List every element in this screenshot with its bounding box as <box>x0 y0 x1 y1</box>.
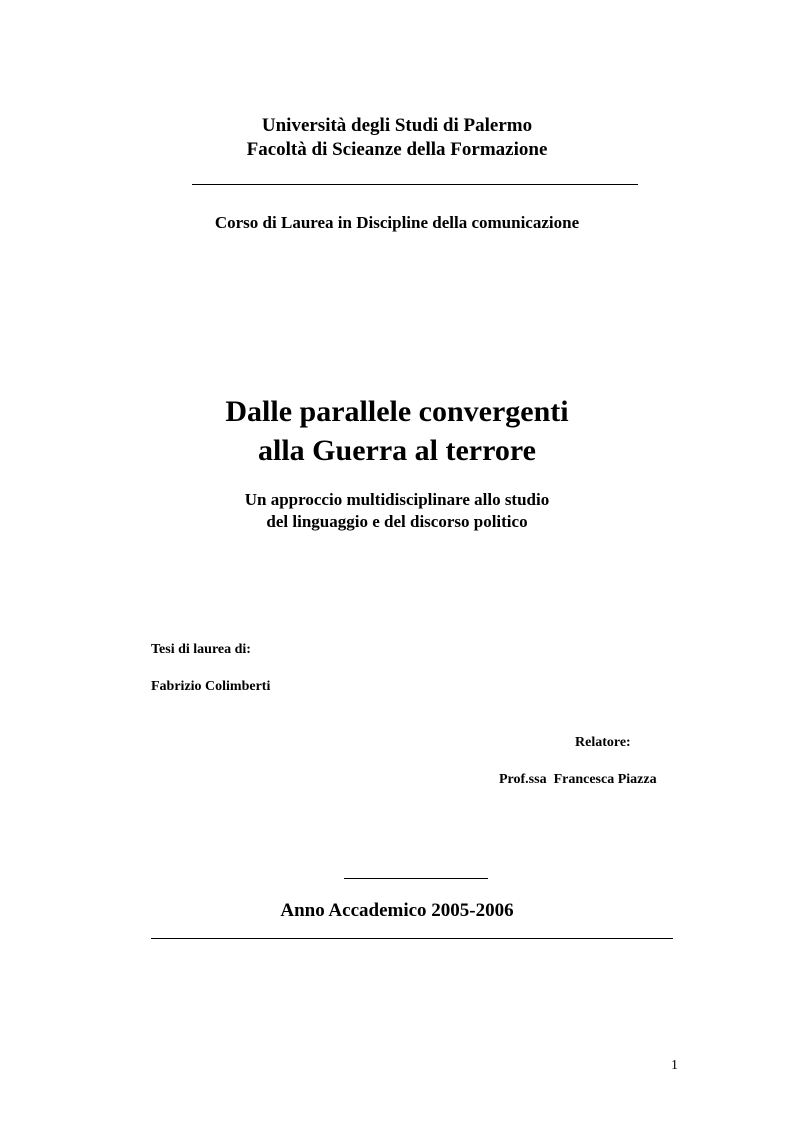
short-divider <box>344 878 488 879</box>
author-name: Fabrizio Colimberti <box>151 679 271 694</box>
advisor-name: Prof.ssa Francesca Piazza <box>499 772 657 787</box>
academic-year: Anno Accademico 2005-2006 <box>280 900 514 921</box>
university-name: Università degli Studi di Palermo <box>261 115 533 136</box>
thesis-subtitle-line-2: del linguaggio e del discorso politico <box>266 512 528 531</box>
thesis-title-line-2: alla Guerra al terrore <box>258 434 536 467</box>
top-divider <box>192 184 638 185</box>
faculty-name: Facoltà di Scieanze della Formazione <box>246 139 548 160</box>
advisor-label: Relatore: <box>575 735 631 750</box>
thesis-subtitle-line-1: Un approccio multidisciplinare allo studio <box>244 490 550 509</box>
thesis-by-label: Tesi di laurea di: <box>151 642 251 657</box>
course-name: Corso di Laurea in Discipline della comunicazione <box>214 213 580 232</box>
bottom-divider <box>151 938 673 939</box>
page-number: 1 <box>671 1058 678 1073</box>
thesis-title-line-1: Dalle parallele convergenti <box>225 395 569 428</box>
